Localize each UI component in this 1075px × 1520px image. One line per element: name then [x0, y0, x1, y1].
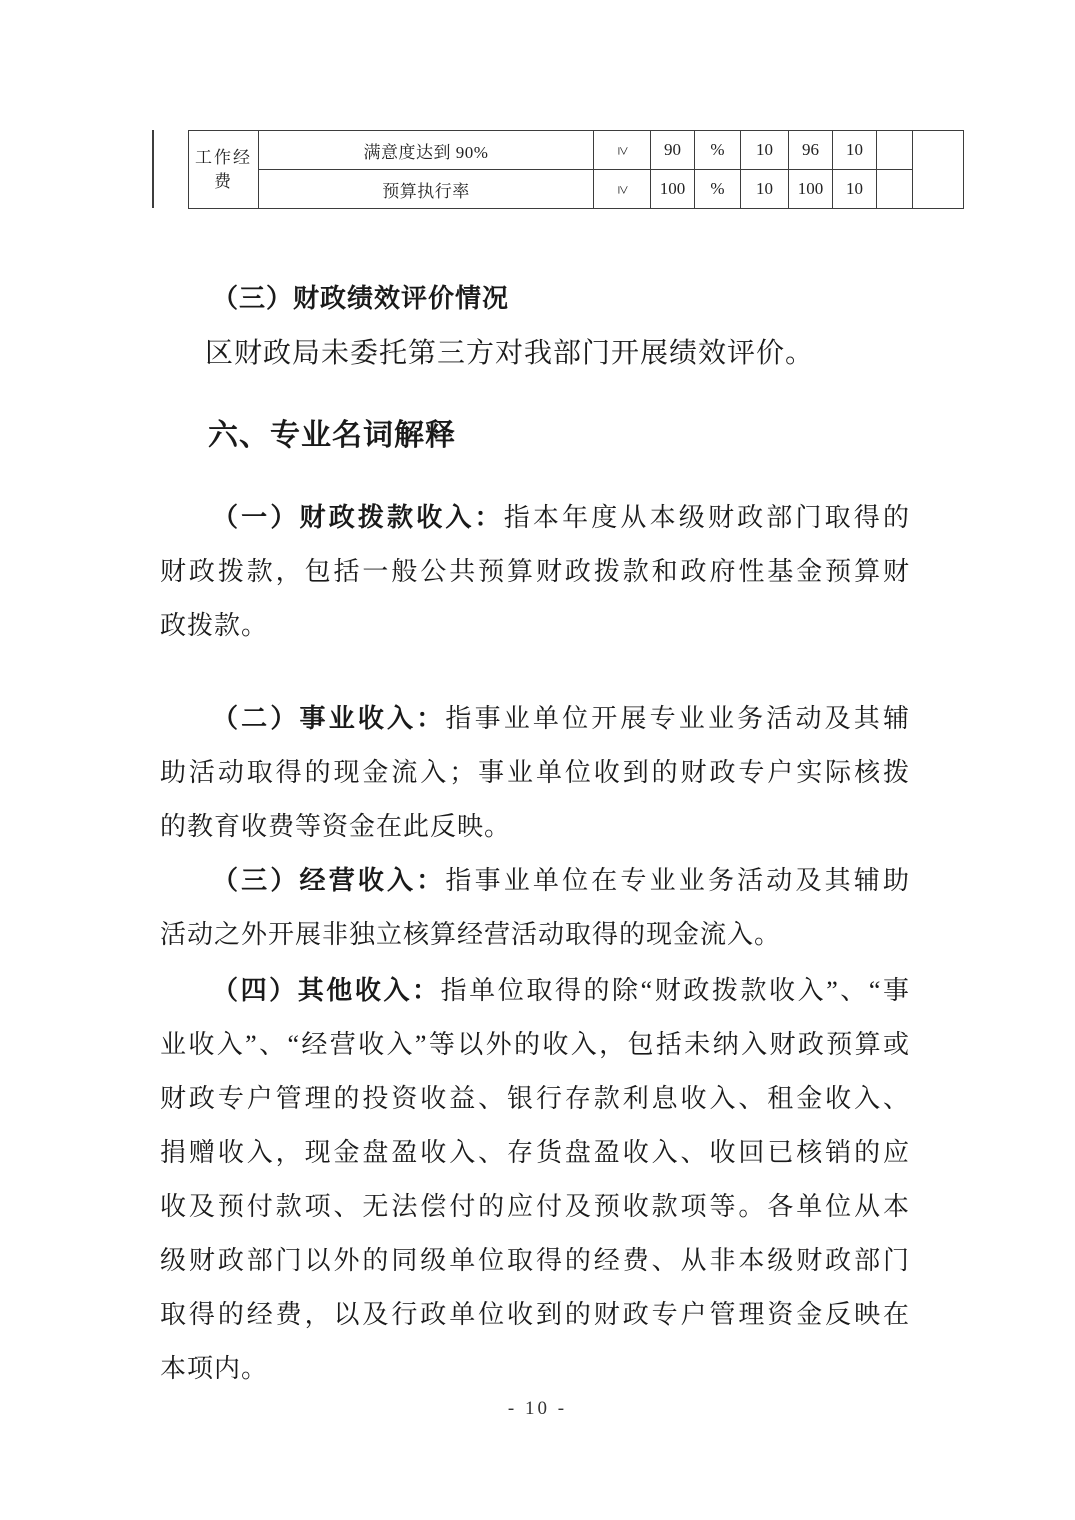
text-line: 取得的经费，以及行政单位收到的财政专户管理资金反映在	[160, 1300, 910, 1329]
merged-empty-cell	[913, 131, 964, 209]
empty-cell	[877, 170, 913, 209]
text-line: 财政专户管理的投资收益、银行存款利息收入、租金收入、	[160, 1084, 910, 1113]
gte-symbol: ≥	[614, 146, 631, 156]
text-line: 活动之外开展非独立核算经营活动取得的现金流入。	[160, 920, 782, 949]
target-value-cell: 90	[651, 131, 695, 170]
page-number: - 10 -	[507, 1398, 568, 1419]
row-group-label	[189, 131, 259, 209]
section-heading-terminology: 六、专业名词解释	[208, 419, 456, 452]
text-line: 业收入”、“经营收入”等以外的收入，包括未纳入财政预算或	[160, 1030, 910, 1059]
operator-cell	[594, 131, 651, 170]
group-label-line: 工作经	[195, 147, 252, 167]
text-line: 的教育收费等资金在此反映。	[160, 812, 512, 841]
text-line: 级财政部门以外的同级单位取得的经费、从非本级财政部门	[160, 1246, 910, 1275]
term-lead: （三）经营收入：	[212, 866, 446, 895]
indicator-cell: 预算执行率	[259, 170, 594, 209]
gte-symbol: ≥	[614, 185, 631, 195]
text-line	[160, 491, 910, 545]
term-paragraph-fiscal-appropriation-income	[160, 491, 910, 653]
indicator-cell: 满意度达到 90%	[259, 131, 594, 170]
table-row	[189, 170, 964, 209]
unit-cell: %	[695, 131, 741, 170]
weight-cell: 10	[741, 131, 789, 170]
empty-cell	[877, 131, 913, 170]
term-lead: （一）财政拨款收入：	[212, 503, 504, 532]
text-line: 收及预付款项、无法偿付的应付及预收款项等。各单位从本	[160, 1192, 910, 1221]
term-text: 指事业单位开展专业业务活动及其辅	[445, 704, 910, 733]
term-lead: （二）事业收入：	[212, 704, 446, 733]
text-line: 财政拨款，包括一般公共预算财政拨款和政府性基金预算财	[160, 557, 910, 586]
table-row	[189, 131, 964, 170]
text-line	[160, 854, 910, 908]
term-paragraph-operational-income	[160, 692, 910, 854]
term-lead: （四）其他收入：	[212, 976, 441, 1005]
section-heading-fiscal-performance: （三）财政绩效评价情况	[212, 284, 510, 313]
operator-cell	[594, 170, 651, 209]
text-line: 助活动取得的现金流入；事业单位收到的财政专户实际核拨	[160, 758, 910, 787]
actual-value-cell: 96	[789, 131, 833, 170]
term-text: 指单位取得的除“财政拨款收入”、“事	[440, 976, 910, 1005]
target-value-cell: 100	[651, 170, 695, 209]
performance-indicator-table	[188, 130, 964, 209]
term-text: 指本年度从本级财政部门取得的	[503, 503, 910, 532]
evaluation-note-text: 区财政局未委托第三方对我部门开展绩效评价。	[205, 338, 815, 369]
text-line	[160, 692, 910, 746]
text-line: 本项内。	[160, 1354, 269, 1383]
term-paragraph-business-income	[160, 854, 910, 962]
weight-cell: 10	[741, 170, 789, 209]
score-cell: 10	[833, 170, 877, 209]
text-line	[160, 964, 910, 1018]
actual-value-cell: 100	[789, 170, 833, 209]
text-line: 捐赠收入，现金盘盈收入、存货盘盈收入、收回已核销的应	[160, 1138, 910, 1167]
unit-cell: %	[695, 170, 741, 209]
term-text: 指事业单位在专业业务活动及其辅助	[445, 866, 910, 895]
term-paragraph-other-income	[160, 964, 910, 1396]
text-line: 政拨款。	[160, 611, 269, 640]
table-left-border-fragment	[152, 130, 154, 208]
score-cell: 10	[833, 131, 877, 170]
group-label-line: 费	[214, 171, 233, 191]
